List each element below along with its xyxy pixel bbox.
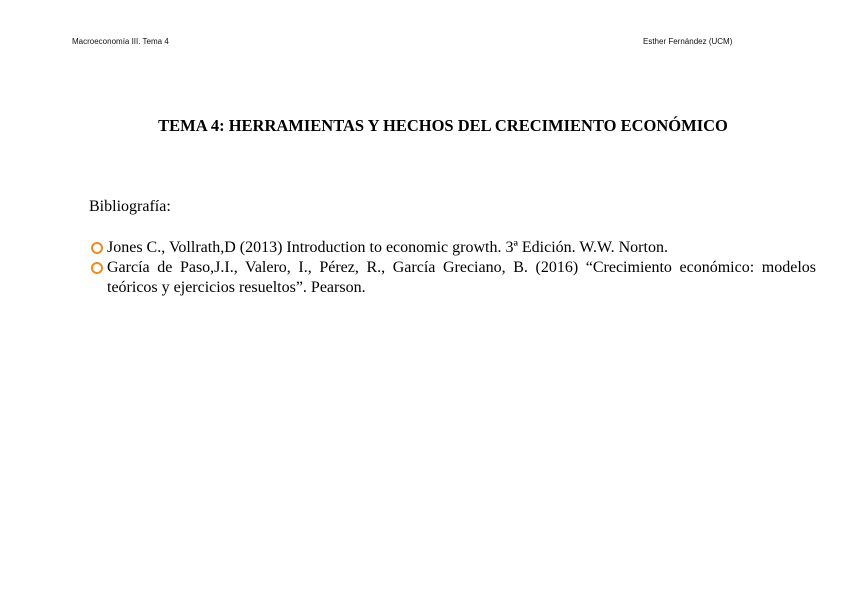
list-item [89, 258, 816, 298]
list-item [89, 238, 816, 258]
header-left: Macroeconomía III. Tema 4 [72, 37, 169, 46]
page-title: TEMA 4: HERRAMIENTAS Y HECHOS DEL CRECIMIENTO ECONÓMICO [158, 116, 728, 135]
bibliography-list [89, 238, 816, 298]
bibliography-entry: Jones C., Vollrath,D (2013) Introduction to economic growth. 3ª Edición. W.W. Norton. [107, 239, 668, 256]
circle-bullet-icon [91, 262, 103, 274]
header-right: Esther Fernández (UCM) [643, 37, 733, 46]
bibliography-label: Bibliografía: [89, 198, 171, 215]
bibliography-entry: García de Paso,J.I., Valero, I., Pérez, R., García Greciano, B. (2016) “Crecimiento económico: modelos teóricos y ejercicios resueltos”. Pearson. [107, 259, 816, 296]
circle-bullet-icon [91, 242, 103, 254]
